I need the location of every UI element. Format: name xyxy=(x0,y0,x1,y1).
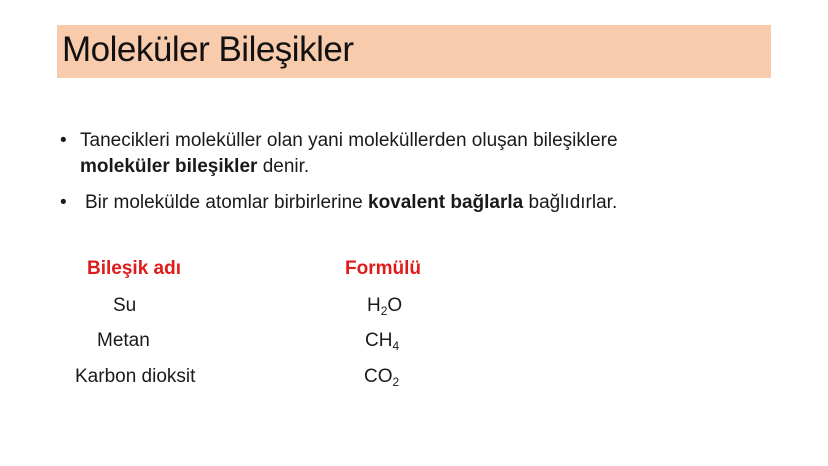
bullet-1-text: Tanecikleri moleküller olan yani moleküllerden oluşan bileşiklere xyxy=(80,130,618,151)
bullet-list xyxy=(60,128,768,226)
bullet-1-bold: moleküler bileşikler xyxy=(80,156,258,177)
header-compound-name: Bileşik adı xyxy=(87,258,181,279)
slide-title: Moleküler Bileşikler xyxy=(62,30,354,69)
row-1-formula: $H_2O$ xyxy=(367,295,403,318)
row-3-formula: $CO_2$ xyxy=(364,366,400,389)
bullet-item-1 xyxy=(60,128,768,180)
row-3-name: Karbon dioksit xyxy=(75,366,196,387)
bullet-dot-icon: • xyxy=(60,192,67,213)
bullet-2-text: Bir molekülde atomlar birbirlerine xyxy=(85,192,368,213)
bullet-2-bold: kovalent bağlarla xyxy=(368,192,524,213)
bullet-1-text-end: denir. xyxy=(257,156,310,177)
bullet-dot-icon: • xyxy=(60,130,67,151)
row-1-name: Su xyxy=(113,295,137,316)
row-2-name: Metan xyxy=(97,330,150,351)
bullet-2-text-end: bağlıdırlar. xyxy=(523,192,618,213)
header-formula: Formülü xyxy=(345,258,421,279)
bullet-item-2 xyxy=(60,190,768,216)
row-2-formula: $CH_4$ xyxy=(365,330,400,353)
